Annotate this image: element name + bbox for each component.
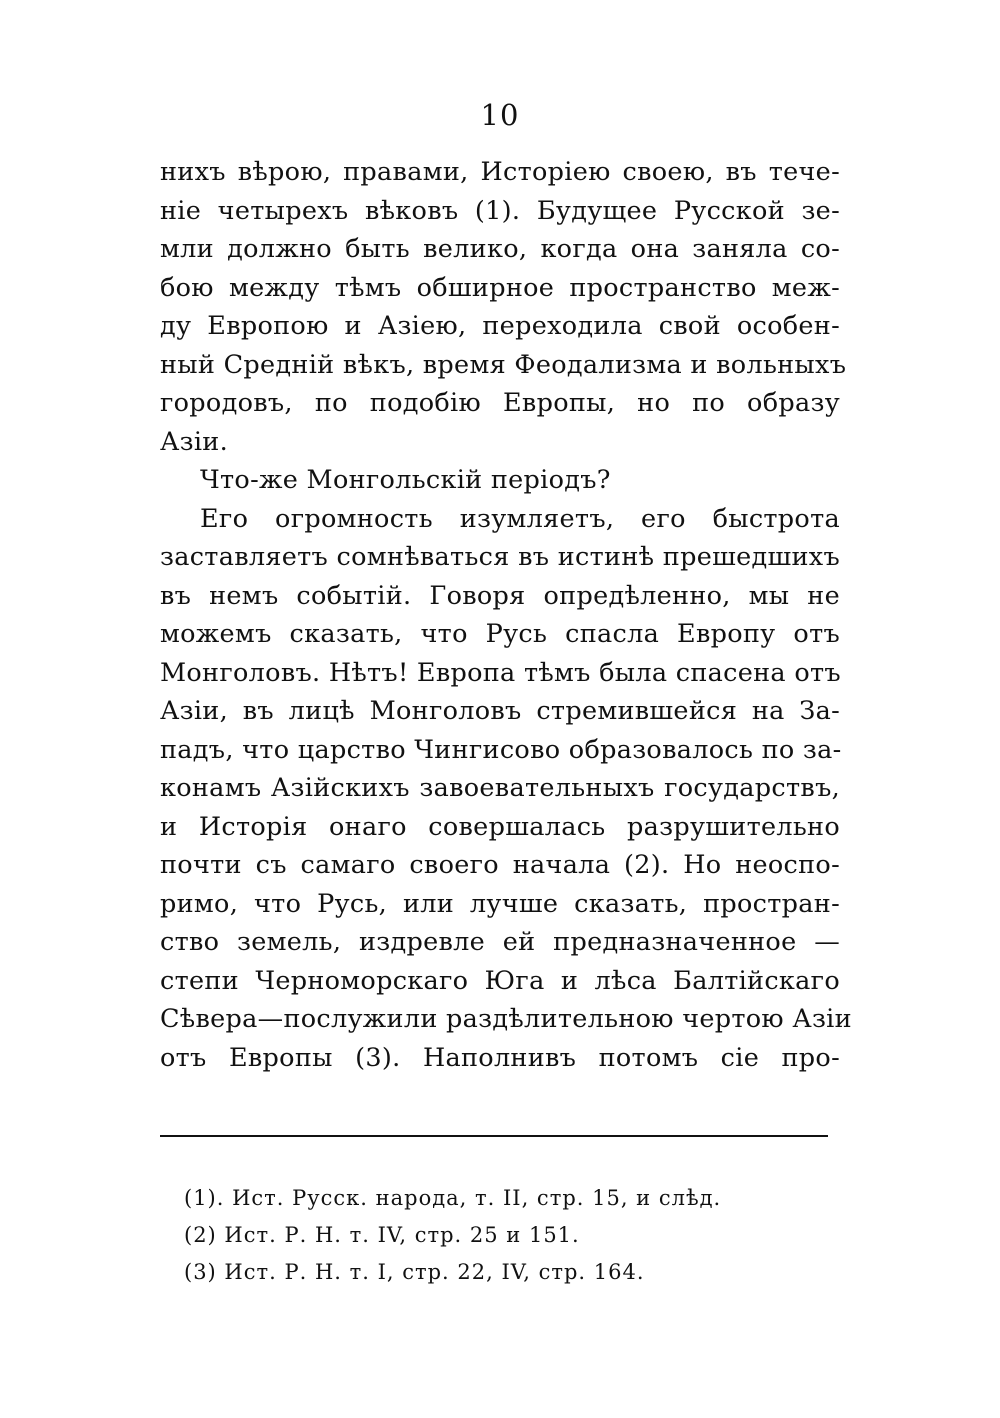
footnote: (1). Ист. Русск. народа, т. II, стр. 15, и слѣд.: [184, 1186, 722, 1210]
text-line: ду Европою и Азіею, переходила свой особен-: [160, 311, 840, 341]
footnote: (3) Ист. Р. Н. т. I, стр. 22, IV, стр. 164.: [184, 1260, 645, 1284]
text-line: Азіи, въ лицѣ Монголовъ стремившейся на За-: [160, 696, 840, 726]
footnote-divider: [160, 1135, 828, 1137]
text-line: можемъ сказать, что Русь спасла Европу отъ: [160, 619, 840, 649]
text-line: мли должно быть велико, когда она заняла со-: [160, 234, 840, 264]
text-line: почти съ самаго своего начала (2). Но неоспо-: [160, 850, 840, 880]
text-line: отъ Европы (3). Наполнивъ потомъ сіе про-: [160, 1042, 840, 1073]
text-line: заставляетъ сомнѣваться въ истинѣ прешедшихъ: [160, 542, 840, 572]
footnote: (2) Ист. Р. Н. т. IV, стр. 25 и 151.: [184, 1223, 580, 1247]
text-line: Что-же Монгольскій періодъ?: [200, 465, 611, 495]
text-line: римо, что Русь, или лучше сказать, простран-: [160, 888, 840, 919]
text-line: падъ, что царство Чингисово образовалось по за-: [160, 734, 842, 765]
text-line: Его огромность изумляетъ, его быстрота: [200, 503, 840, 534]
text-line: степи Черноморскаго Юга и лѣса Балтійскаго: [160, 965, 840, 996]
text-line: городовъ, по подобію Европы, но по образу: [160, 388, 840, 418]
text-line: ство земель, издревле ей предназначенное —: [160, 927, 840, 957]
text-line: и Исторія онаго совершалась разрушительно: [160, 811, 840, 842]
page-number: 10: [480, 98, 520, 132]
text-line: Монголовъ. Нѣтъ! Европа тѣмъ была спасена отъ: [160, 657, 841, 688]
text-line: нихъ вѣрою, правами, Исторіею своею, въ тече-: [160, 157, 840, 187]
text-line: ніе четырехъ вѣковъ (1). Будущее Русской зе-: [160, 195, 840, 226]
footnotes: [184, 1180, 824, 1291]
main-text: [160, 153, 852, 1077]
text-line: конамъ Азійскихъ завоевательныхъ государствъ,: [160, 773, 840, 803]
text-line: въ немъ событій. Говоря опредѣленно, мы не: [160, 580, 840, 611]
text-line: Азіи.: [160, 426, 228, 457]
text-line: ный Средній вѣкъ, время Феодализма и вольныхъ: [160, 349, 847, 380]
text-line: бою между тѣмъ обширное пространство меж-: [160, 272, 840, 303]
text-line: Сѣвера—послужили раздѣлительною чертою Азіи: [160, 1004, 852, 1034]
